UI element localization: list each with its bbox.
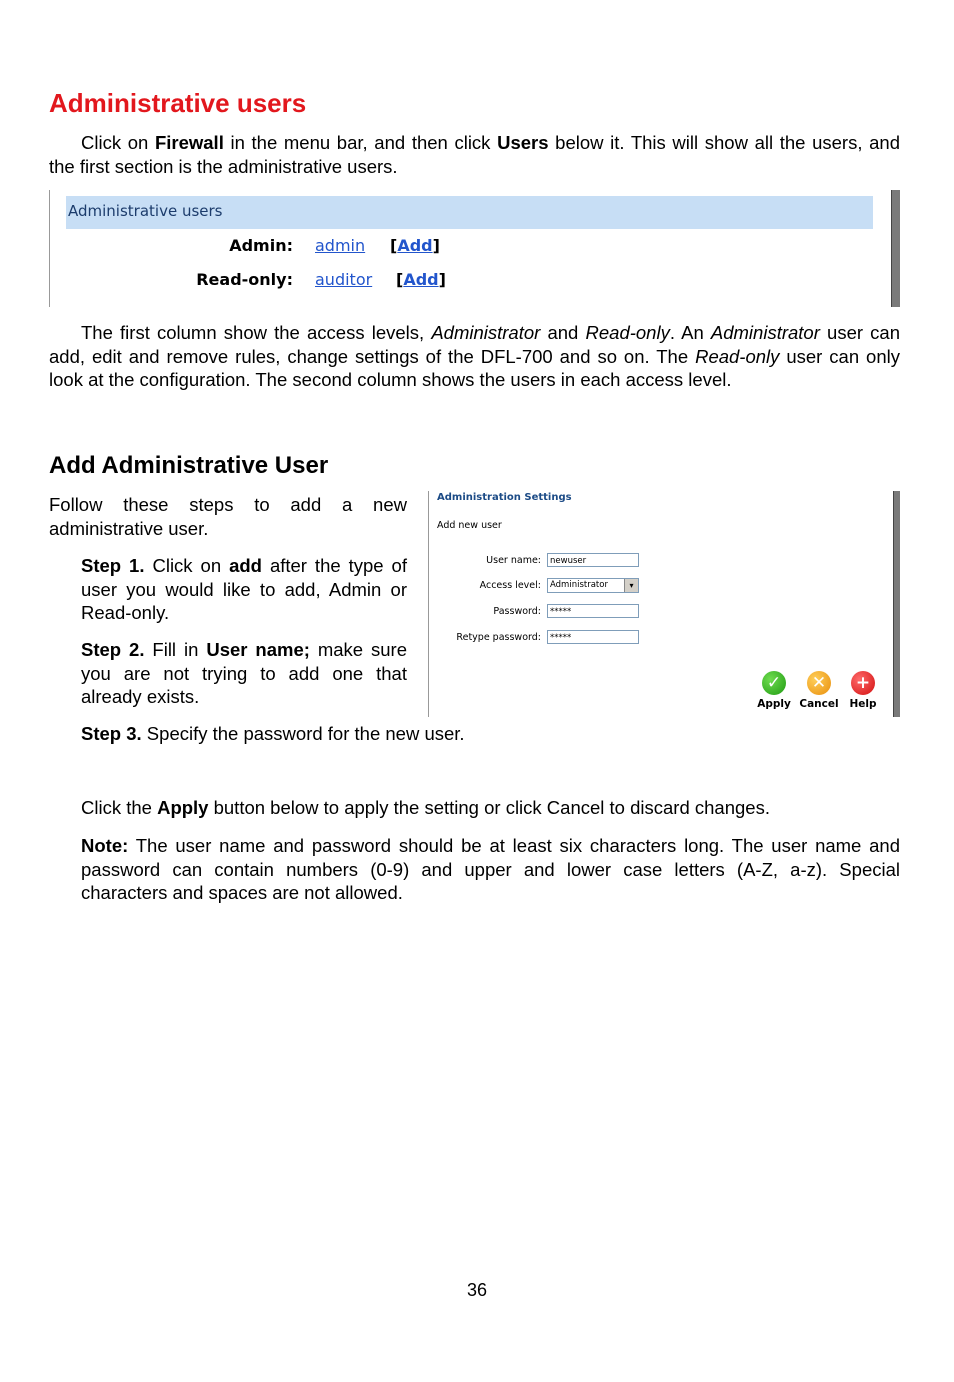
apply-term: Apply — [157, 797, 209, 818]
bracket: ] — [432, 236, 440, 255]
administrator-term: Administrator — [431, 322, 541, 343]
screenshot-left-border — [49, 190, 50, 307]
step-3 — [81, 722, 900, 746]
apply-label: Apply — [757, 698, 791, 710]
steps-intro — [49, 493, 413, 540]
cancel-label: Cancel — [799, 698, 839, 710]
bracket: ] — [438, 270, 446, 289]
help-button[interactable] — [843, 671, 883, 710]
steps-intro-text: Follow these steps to add a new administrative user. — [49, 494, 413, 539]
read-only-term: Read-only — [695, 345, 780, 367]
firewall-term: Firewall — [154, 132, 224, 153]
step-text: make sure you are not trying to add one that already exists. — [81, 639, 413, 707]
page-number: 36 — [466, 1280, 488, 1300]
body-text: user can only look at the configuration. The second column shows the users in each access level. — [49, 345, 906, 390]
step-label: Step 1. — [81, 555, 145, 576]
body-text: button below to apply the setting or click Cancel to discard changes. — [208, 797, 770, 818]
screenshot-left-border — [428, 491, 429, 717]
add-admin-button[interactable] — [390, 236, 440, 255]
auditor-user-link[interactable]: auditor — [315, 270, 373, 289]
intro-text: in the menu bar, and then click — [223, 132, 498, 153]
panel-header-bar — [66, 196, 873, 229]
user-name-term: User name; — [206, 639, 310, 660]
step-2 — [81, 638, 413, 709]
add-term: add — [229, 555, 262, 576]
step-label: Step 3. — [81, 723, 142, 744]
admin-level-label: Admin: — [229, 236, 293, 255]
panel-header-title: Administrative users — [68, 202, 223, 220]
add-admin-link[interactable]: Add — [397, 236, 433, 255]
access-levels-paragraph — [49, 321, 906, 392]
administrator-term: Administrator — [710, 322, 820, 343]
step-1 — [81, 554, 413, 625]
intro-paragraph — [49, 131, 906, 178]
apply-button[interactable] — [754, 671, 794, 710]
body-text: The first column show the access levels, — [81, 322, 432, 343]
password-input[interactable]: ***** — [547, 604, 639, 618]
bracket: [ — [390, 236, 398, 255]
cancel-button[interactable] — [799, 671, 839, 710]
intro-text: Click on — [81, 132, 155, 153]
body-text: Click the — [81, 797, 158, 818]
screenshot-scrollbar — [893, 491, 900, 717]
username-input[interactable]: newuser — [547, 553, 639, 567]
read-only-level-label: Read-only: — [196, 270, 293, 289]
intro-text: below it. This will show all the users, and the first section is the administrative users. — [49, 132, 906, 177]
users-term: Users — [497, 132, 549, 153]
bracket: [ — [396, 270, 404, 289]
step-label: Step 2. — [81, 639, 145, 660]
dropdown-arrow-icon[interactable]: ▾ — [624, 579, 638, 592]
body-text: . An — [669, 322, 711, 343]
step-text: Fill in — [144, 639, 207, 660]
apply-paragraph — [81, 796, 900, 820]
administrative-users-screenshot — [49, 190, 900, 307]
settings-subtitle: Add new user — [437, 520, 502, 531]
section-heading-administrative-users: Administrative users — [49, 88, 307, 118]
settings-title: Administration Settings — [437, 492, 572, 503]
note-paragraph — [81, 834, 906, 905]
password-label: Password: — [493, 606, 541, 617]
body-text: and — [540, 322, 586, 343]
body-text: user can add, edit and remove rules, change settings of the DFL-700 and so on. The — [49, 322, 906, 367]
access-level-label: Access level: — [479, 580, 541, 591]
read-only-term: Read-only — [585, 322, 670, 343]
note-text: The user name and password should be at least six characters long. The user name and password can contain numbers (0-9) and upper and lower case letters (A-Z, a-z). Special characters and spaces are not allowed. — [81, 835, 906, 903]
access-level-value: Administrator — [550, 580, 608, 590]
note-label: Note: — [81, 835, 129, 856]
username-label: User name: — [486, 555, 541, 566]
screenshot-scrollbar — [891, 190, 900, 307]
check-icon: ✓ — [762, 671, 786, 695]
access-level-select[interactable] — [547, 578, 639, 593]
step-text: Click on — [144, 555, 230, 576]
retype-password-input[interactable]: ***** — [547, 630, 639, 644]
retype-password-label: Retype password: — [456, 632, 541, 643]
admin-user-link[interactable]: admin — [315, 236, 366, 255]
add-read-only-button[interactable] — [396, 270, 446, 289]
help-label: Help — [849, 698, 877, 710]
step-text: after the type of user you would like to add, Admin or Read-only. — [81, 555, 413, 623]
administration-settings-screenshot — [428, 491, 900, 717]
section-heading-add-administrative-user: Add Administrative User — [49, 452, 329, 479]
add-read-only-link[interactable]: Add — [403, 270, 439, 289]
step-text: Specify the password for the new user. — [141, 723, 465, 744]
x-icon: ✕ — [807, 671, 831, 695]
plus-icon: + — [851, 671, 875, 695]
